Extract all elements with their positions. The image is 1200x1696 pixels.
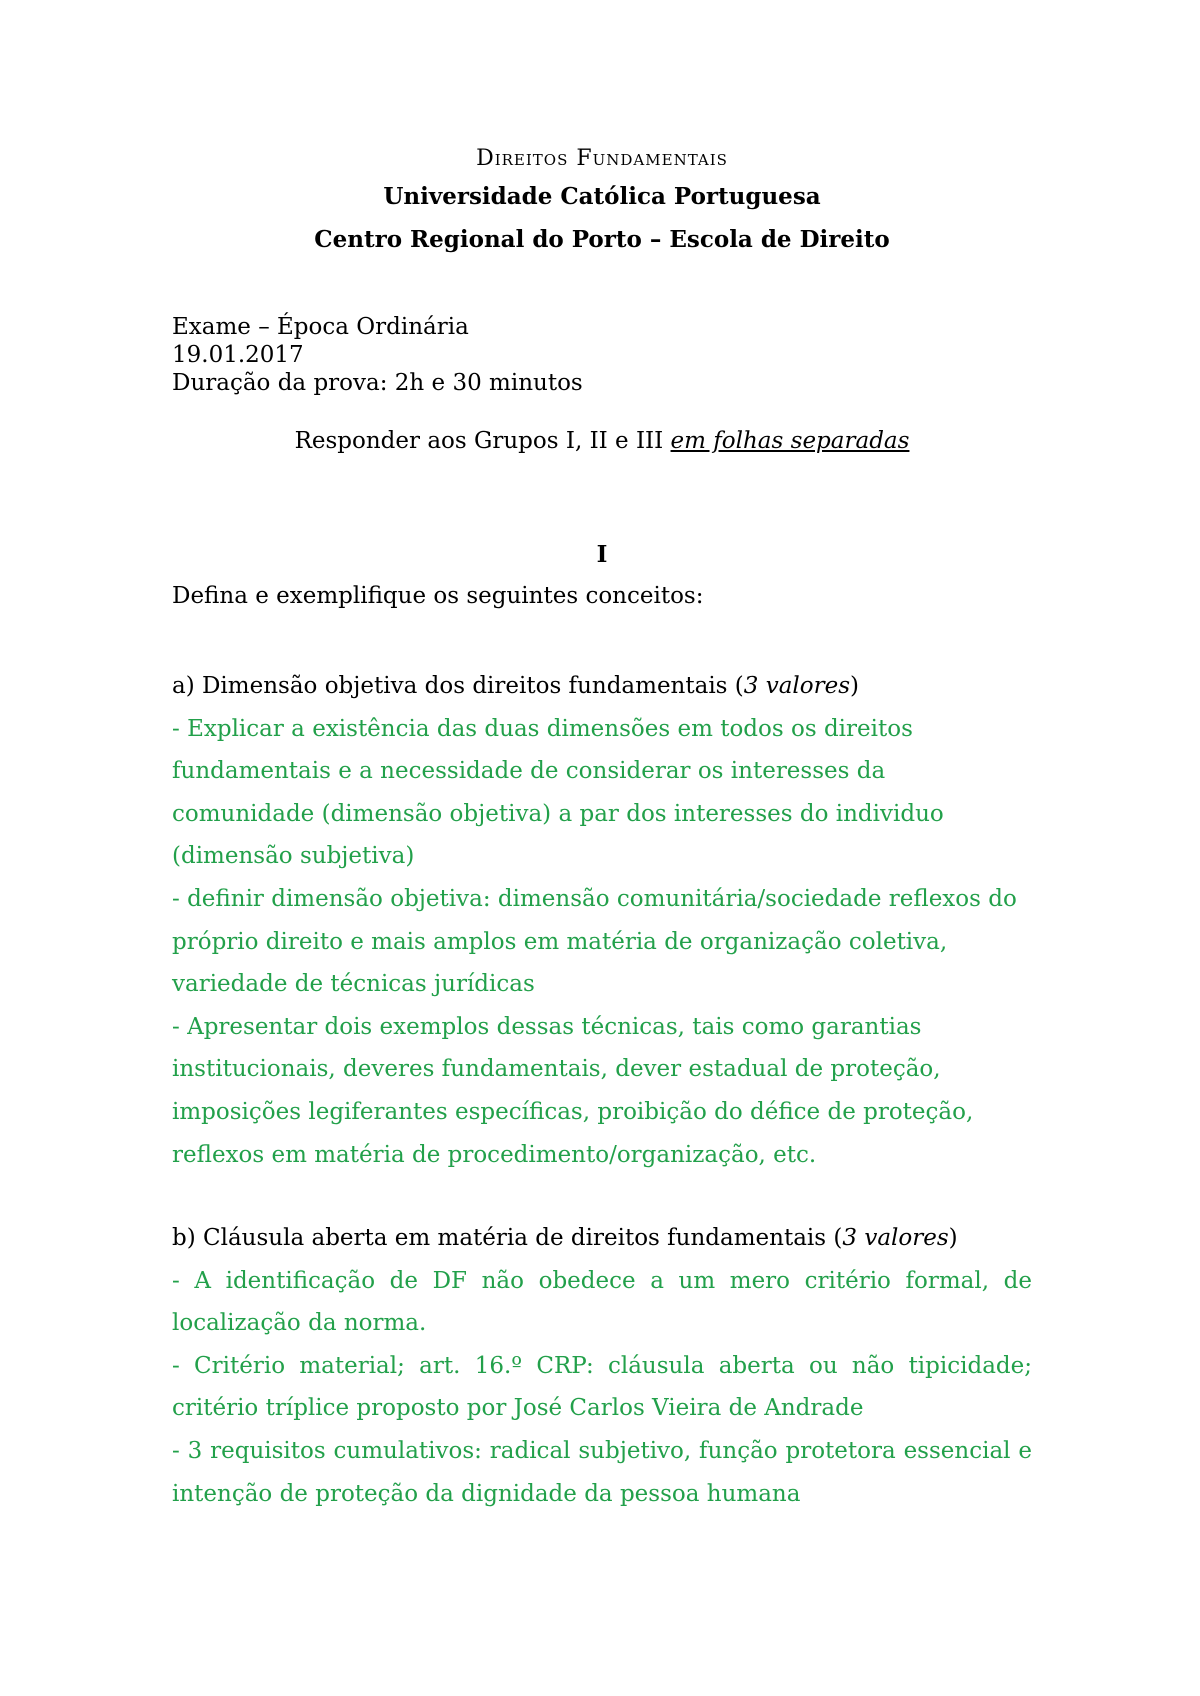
answer-item: - 3 requisitos cumulativos: radical subjetivo, função protetora essencial e intenção de proteção da dignidade da pessoa humana <box>172 1437 1032 1507</box>
group-intro: Defina e exemplifique os seguintes conceitos: <box>172 583 704 609</box>
course-title: Direitos Fundamentais <box>476 146 728 171</box>
answer-item: - Explicar a existência das duas dimensões em todos os direitos fundamentais e a necessidade de considerar os interesses da comunidade (dimensão objetiva) a par dos interesses do individuo (dimensão subjetiva) <box>172 715 944 870</box>
question-b-title: b) Cláusula aberta em matéria de direitos fundamentais ( <box>172 1225 843 1251</box>
question-b <box>172 1217 1032 1515</box>
instruction-emphasis: em folhas separadas <box>670 428 910 454</box>
question-b-heading <box>172 1217 1032 1260</box>
instruction-text: Responder aos Grupos I, II e III <box>294 428 671 454</box>
instruction <box>172 428 1032 454</box>
answer-item: - A identificação de DF não obedece a um mero critério formal, de localização da norma. <box>172 1267 1032 1337</box>
group-number: I <box>596 541 608 568</box>
school-name: Centro Regional do Porto – Escola de Direito <box>314 226 890 253</box>
exam-meta <box>172 313 583 397</box>
exam-type: Exame – Época Ordinária <box>172 314 469 340</box>
question-a-heading <box>172 665 1032 708</box>
answer-item: - Apresentar dois exemplos dessas técnicas, tais como garantias institucionais, deveres fundamentais, dever estadual de proteção, imposições legiferantes específicas, proibição do défice de proteção, reflexos em matéria de procedimento/organização, etc. <box>172 1013 974 1168</box>
question-a-valores: 3 valores <box>743 673 851 699</box>
question-a-close: ) <box>850 673 860 699</box>
question-b-valores: 3 valores <box>842 1225 949 1251</box>
answer-item: - definir dimensão objetiva: dimensão comunitária/sociedade reflexos do próprio direito e mais amplos em matéria de organização coletiva, variedade de técnicas jurídicas <box>172 885 1017 998</box>
question-b-close: ) <box>948 1225 958 1251</box>
institution-name: Universidade Católica Portuguesa <box>383 183 821 210</box>
answer-item: - Critério material; art. 16.º CRP: cláusula aberta ou não tipicidade; critério tríplice proposto por José Carlos Vieira de Andrade <box>172 1352 1032 1422</box>
question-a <box>172 665 1032 1176</box>
exam-duration: Duração da prova: 2h e 30 minutos <box>172 370 583 396</box>
exam-date: 19.01.2017 <box>172 342 304 368</box>
question-a-title: a) Dimensão objetiva dos direitos fundamentais ( <box>172 673 744 699</box>
